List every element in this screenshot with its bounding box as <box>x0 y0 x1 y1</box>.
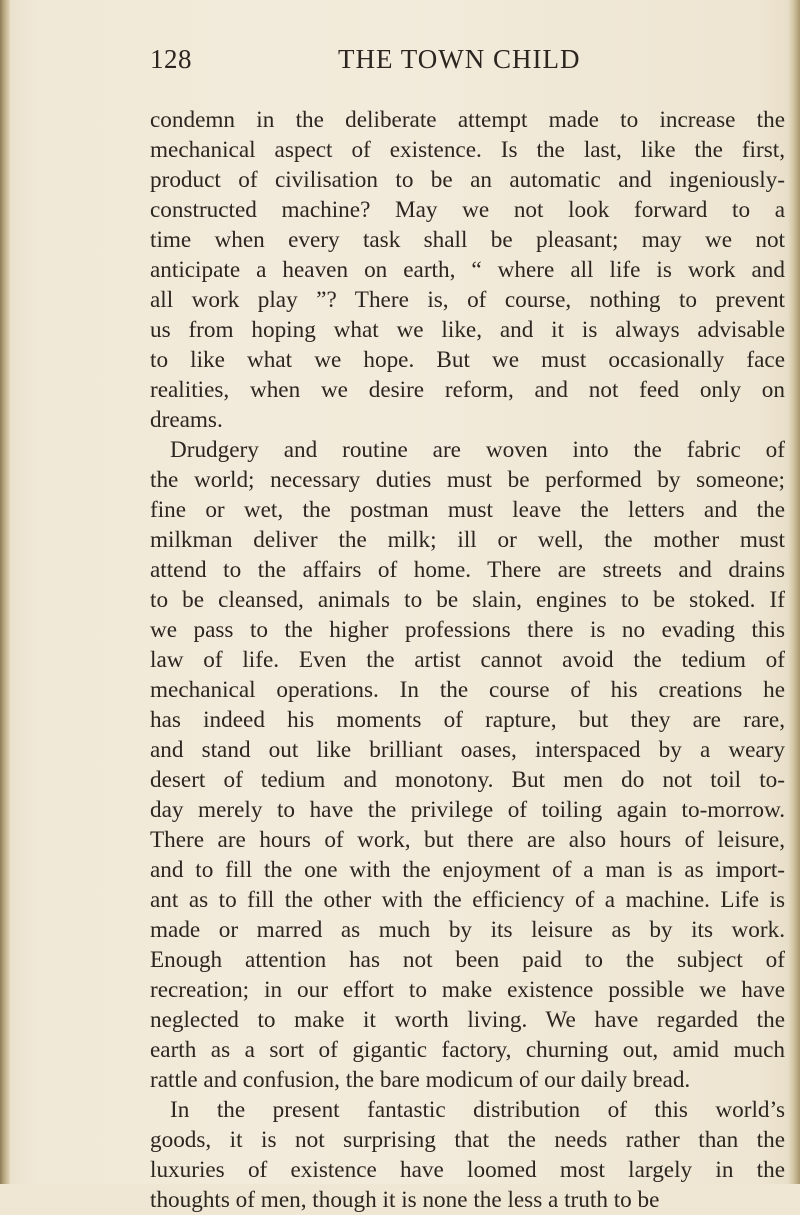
text-line: law of life. Even the artist cannot avoid the tedium of <box>150 647 785 673</box>
body-text <box>150 105 785 1215</box>
text-line: fine or wet, the postman must leave the letters and the <box>150 497 785 523</box>
text-line: rattle and confusion, the bare modicum of our daily bread. <box>150 1067 691 1093</box>
page-number: 128 <box>150 44 192 74</box>
text-line: us from hoping what we like, and it is always advisable <box>150 317 785 343</box>
text-line: time when every task shall be pleasant; may we not <box>150 227 785 253</box>
text-line: the world; necessary duties must be performed by someone; <box>150 467 785 493</box>
text-line: desert of tedium and monotony. But men do not toil to- <box>150 767 785 793</box>
text-line: luxuries of existence have loomed most largely in the <box>150 1157 785 1183</box>
text-line: In the present fantastic distribution of this world’s <box>170 1097 785 1123</box>
text-line: dreams. <box>150 407 223 433</box>
text-line: to be cleansed, animals to be slain, engines to be stoked. If <box>150 587 785 613</box>
text-line: day merely to have the privilege of toiling again to-morrow. <box>150 797 785 823</box>
text-line: milkman deliver the milk; ill or well, the mother must <box>150 527 785 553</box>
running-title: THE TOWN CHILD <box>338 44 581 74</box>
text-line: constructed machine? May we not look forward to a <box>150 197 785 223</box>
text-line: mechanical operations. In the course of his creations he <box>150 677 785 703</box>
text-line: thoughts of men, though it is none the less a truth to be <box>150 1187 660 1213</box>
text-line: realities, when we desire reform, and not feed only on <box>150 377 785 403</box>
text-line: and to fill the one with the enjoyment of a man is as import- <box>150 857 785 883</box>
text-line: Enough attention has not been paid to the subject of <box>150 947 785 973</box>
text-line: goods, it is not surprising that the needs rather than the <box>150 1127 785 1153</box>
text-line: and stand out like brilliant oases, interspaced by a weary <box>150 737 785 763</box>
text-line: anticipate a heaven on earth, “ where all life is work and <box>150 257 785 283</box>
text-line: made or marred as much by its leisure as by its work. <box>150 917 785 943</box>
paragraph <box>150 1095 785 1215</box>
text-line: recreation; in our effort to make existence possible we have <box>150 977 785 1003</box>
text-line: Drudgery and routine are woven into the fabric of <box>170 437 785 463</box>
text-line: product of civilisation to be an automatic and ingeniously- <box>150 167 785 193</box>
paragraph <box>150 435 785 1095</box>
running-header <box>150 44 770 84</box>
text-line: neglected to make it worth living. We have regarded the <box>150 1007 785 1033</box>
text-line: ant as to fill the other with the efficiency of a machine. Life is <box>150 887 785 913</box>
paragraph <box>150 105 785 435</box>
text-line: attend to the affairs of home. There are streets and drains <box>150 557 785 583</box>
page-gutter-edge <box>0 0 10 1184</box>
text-line: to like what we hope. But we must occasionally face <box>150 347 785 373</box>
text-line: earth as a sort of gigantic factory, churning out, amid much <box>150 1037 785 1063</box>
text-line: There are hours of work, but there are also hours of leisure, <box>150 827 785 853</box>
text-line: all work play ”? There is, of course, nothing to prevent <box>150 287 785 313</box>
page-outer-edge <box>788 0 800 1184</box>
text-line: has indeed his moments of rapture, but they are rare, <box>150 707 785 733</box>
text-line: we pass to the higher professions there is no evading this <box>150 617 785 643</box>
text-line: mechanical aspect of existence. Is the last, like the first, <box>150 137 785 163</box>
text-line: condemn in the deliberate attempt made to increase the <box>150 107 785 133</box>
